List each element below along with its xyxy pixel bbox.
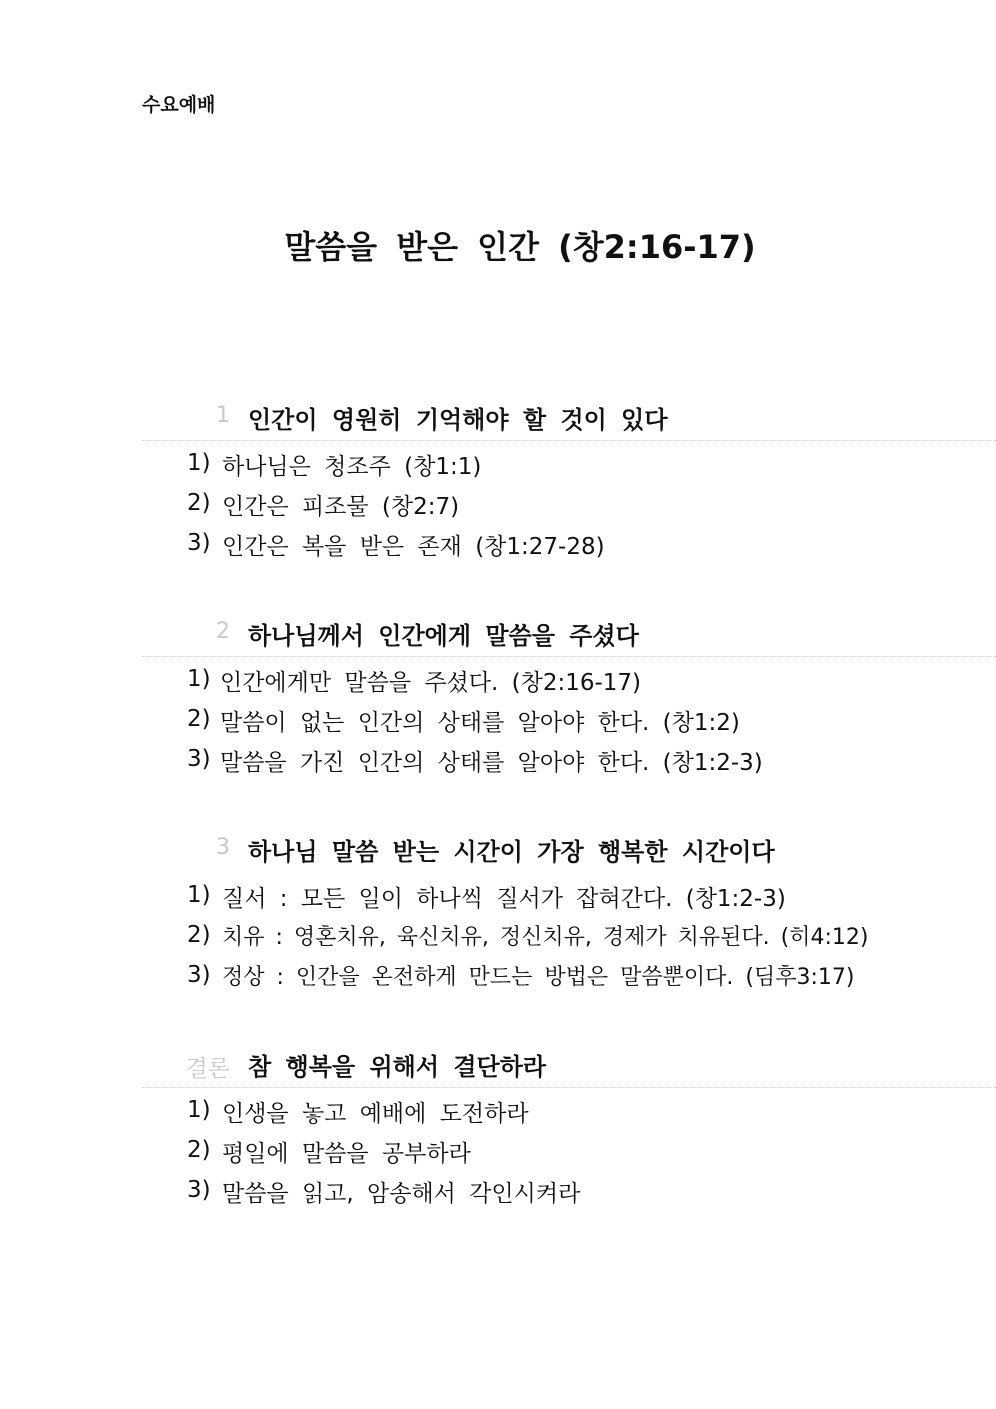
section-number: 2 xyxy=(216,619,230,644)
section-heading xyxy=(0,832,996,876)
section-heading xyxy=(0,400,996,444)
section-2 xyxy=(0,616,996,780)
item-number: 3) xyxy=(187,530,211,556)
section-3 xyxy=(0,832,996,996)
item-text: 질서 : 모든 일이 하나씩 질서가 잡혀간다. (창1:2-3) xyxy=(222,886,786,912)
item-number: 3) xyxy=(187,746,211,772)
list-item xyxy=(0,916,996,956)
section-title: 하나님께서 인간에게 말씀을 주셨다 xyxy=(248,622,639,650)
item-text: 말씀이 없는 인간의 상태를 알아야 한다. (창1:2) xyxy=(220,710,740,736)
item-text: 인간에게만 말씀을 주셨다. (창2:16-17) xyxy=(220,670,642,696)
list-item xyxy=(0,1131,996,1171)
list-item xyxy=(0,1091,996,1131)
item-number: 1) xyxy=(187,882,211,908)
section-divider xyxy=(142,440,996,441)
section-number: 1 xyxy=(216,403,230,428)
item-text: 하나님은 청조주 (창1:1) xyxy=(222,454,482,480)
item-text: 치유 : 영혼치유, 육신치유, 정신치유, 경제가 치유된다. (히4:12) xyxy=(222,925,869,950)
list-item xyxy=(0,660,996,700)
section-title: 참 행복을 위해서 결단하라 xyxy=(248,1053,547,1081)
item-text: 인생을 놓고 예배에 도전하라 xyxy=(222,1101,529,1127)
list-item xyxy=(0,524,996,564)
section-items xyxy=(0,1091,996,1211)
section-heading xyxy=(0,1047,996,1091)
section-title: 하나님 말씀 받는 시간이 가장 행복한 시간이다 xyxy=(248,838,775,866)
list-item xyxy=(0,1171,996,1211)
item-text: 평일에 말씀을 공부하라 xyxy=(222,1141,471,1167)
item-number: 3) xyxy=(187,962,211,988)
item-number: 2) xyxy=(187,922,211,948)
list-item xyxy=(0,876,996,916)
list-item xyxy=(0,740,996,780)
section-title: 인간이 영원히 기억해야 할 것이 있다 xyxy=(248,406,668,434)
item-text: 말씀을 읽고, 암송해서 각인시켜라 xyxy=(222,1181,581,1207)
list-item xyxy=(0,444,996,484)
section-1 xyxy=(0,400,996,564)
item-number: 1) xyxy=(187,666,211,692)
list-item xyxy=(0,484,996,524)
section-divider xyxy=(142,656,996,657)
section-number: 결론 xyxy=(185,1056,230,1082)
item-number: 2) xyxy=(187,1137,211,1163)
section-items xyxy=(0,660,996,780)
item-number: 1) xyxy=(187,450,211,476)
item-text: 인간은 피조물 (창2:7) xyxy=(222,494,460,520)
item-text: 정상 : 인간을 온전하게 만드는 방법은 말씀뿐이다. (딤후3:17) xyxy=(222,965,855,990)
section-divider xyxy=(142,1087,996,1088)
item-number: 2) xyxy=(187,706,211,732)
page-title: 말씀을 받은 인간 (창2:16-17) xyxy=(284,228,756,266)
item-text: 말씀을 가진 인간의 상태를 알아야 한다. (창1:2-3) xyxy=(220,750,763,776)
item-number: 2) xyxy=(187,490,211,516)
section-conclusion xyxy=(0,1047,996,1211)
section-items xyxy=(0,876,996,996)
section-items xyxy=(0,444,996,564)
item-text: 인간은 복을 받은 존재 (창1:27-28) xyxy=(222,534,605,560)
service-label: 수요예배 xyxy=(142,94,216,116)
item-number: 1) xyxy=(187,1097,211,1123)
section-heading xyxy=(0,616,996,660)
section-number: 3 xyxy=(216,835,230,860)
list-item xyxy=(0,700,996,740)
list-item xyxy=(0,956,996,996)
item-number: 3) xyxy=(187,1177,211,1203)
